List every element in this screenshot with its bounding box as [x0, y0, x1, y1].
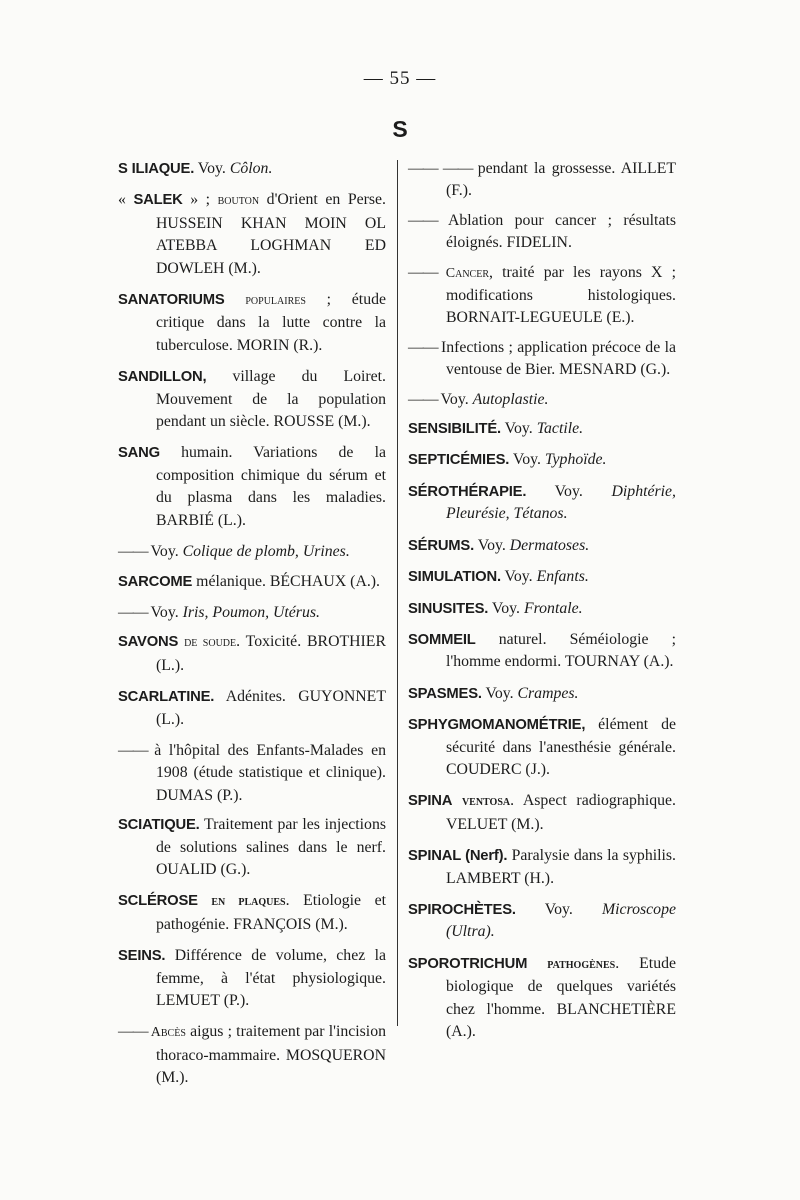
entry-text: de soude — [184, 635, 237, 651]
entry-text: » ; — [182, 191, 218, 209]
entry-text: . Etude biologique de quelques variétés chez l'homme. BLANCHETIÈRE (A.). — [446, 954, 677, 1040]
entry-text: Voy. — [488, 599, 524, 617]
entry-text: —— — [408, 390, 441, 408]
index-entry — [118, 366, 386, 433]
entry-text: —— —— — [408, 160, 478, 177]
entry-text: pathogènes — [547, 956, 616, 972]
entry-text: Cancer — [445, 265, 489, 281]
entry-text: en plaques — [211, 894, 286, 910]
entry-text: Tactile. — [536, 420, 584, 438]
entry-headword: SENSIBILITÉ. — [408, 421, 501, 438]
index-entry — [408, 337, 676, 382]
entry-text: Voy. — [481, 684, 518, 702]
entry-text: bouton — [217, 193, 260, 209]
index-entry — [118, 631, 386, 677]
index-entry — [408, 953, 676, 1044]
index-entry — [118, 890, 386, 936]
entry-text: Enfants. — [536, 568, 589, 586]
entry-text: Colique de plomb, Urines. — [182, 543, 350, 561]
entry-headword: SPOROTRICHUM — [408, 955, 528, 972]
index-entry — [118, 571, 386, 593]
entry-text: populaires — [245, 293, 306, 309]
entry-text: ; étude critique dans la lutte contre la tuberculose. MORIN (R.). — [156, 291, 387, 354]
entry-text: Voy. — [150, 543, 183, 561]
entry-text: —— — [118, 543, 151, 561]
entry-text: Autoplastie. — [472, 390, 549, 408]
entry-headword: SPIROCHÈTES. — [408, 901, 516, 918]
entry-text: Voy. — [500, 420, 537, 438]
index-entry — [408, 629, 676, 674]
index-entry — [408, 899, 676, 944]
entry-text: Côlon. — [229, 160, 273, 177]
entry-text: Infections ; application précoce de la ventouse de Bier. MESNARD (G.). — [440, 338, 676, 379]
index-entry — [408, 389, 676, 411]
index-entry — [118, 541, 386, 563]
entry-text: Voy. — [474, 536, 510, 554]
index-entry — [408, 262, 676, 330]
entry-text: Dermatoses. — [509, 536, 590, 554]
entry-headword: SIMULATION. — [408, 569, 501, 586]
index-entry — [408, 449, 676, 471]
entry-text: d'Orient en Perse. HUSSEIN KHAN MOIN OL ATEBBA LOGHMAN ED DOWLEH (M.). — [156, 191, 386, 277]
entry-text: Voy. — [526, 482, 612, 500]
entry-text: aigus ; traitement par l'incision thoraco-mammaire. MOSQUERON (M.). — [156, 1023, 386, 1087]
index-entry — [408, 683, 676, 705]
entry-text: mélanique. BÉCHAUX (A.). — [192, 572, 381, 590]
entry-text — [527, 955, 547, 972]
entry-headword: SANG — [118, 445, 160, 462]
index-entry — [408, 481, 676, 526]
entry-text: Diphtérie, Pleurésie, Tétanos. — [446, 482, 676, 523]
entry-text: Iris, Poumon, Utérus. — [182, 603, 320, 621]
entry-text: ventosa — [461, 794, 511, 810]
entry-headword: SALEK — [133, 192, 183, 209]
entry-text: Typhoïde. — [544, 451, 607, 469]
index-entry — [408, 598, 676, 620]
entry-text: humain. Variations de la composition chimique du sérum et du plasma dans les maladies. BARBIÉ (L.). — [156, 444, 386, 529]
entry-headword: SOMMEIL — [408, 631, 476, 648]
page-number: — 55 — — [363, 68, 437, 89]
entry-text: —— — [408, 263, 446, 281]
index-entry — [118, 289, 386, 357]
entry-headword: SEINS. — [118, 948, 166, 965]
entry-headword: SANDILLON, — [118, 369, 207, 386]
index-entry — [118, 686, 386, 731]
section-letter: S — [392, 116, 408, 142]
entry-text: Voy. — [150, 603, 183, 621]
entry-text: naturel. Séméiologie ; l'homme endormi. TOURNAY (A.). — [446, 630, 676, 671]
index-entry — [118, 158, 386, 180]
index-entry — [118, 1021, 386, 1089]
entry-text: Paralysie dans la syphilis. LAMBERT (H.). — [446, 847, 676, 887]
index-entry — [408, 535, 676, 557]
index-entry — [408, 714, 676, 781]
index-entry — [408, 158, 676, 203]
index-entry — [408, 210, 676, 255]
entry-text: Crampes. — [517, 684, 579, 702]
entry-text — [452, 792, 462, 809]
index-entry — [118, 189, 386, 280]
entry-headword: SPINAL (Nerf). — [408, 848, 508, 865]
entry-text: Adénites. GUYONNET (L.). — [156, 688, 386, 728]
entry-text: Voy. — [515, 900, 602, 918]
index-entry — [118, 602, 386, 624]
entry-text: Voy. — [194, 160, 230, 177]
entry-text: Frontale. — [523, 599, 583, 617]
entry-text: —— — [118, 603, 151, 621]
entry-headword: SANATORIUMS — [118, 292, 225, 309]
index-entry — [408, 566, 676, 588]
entry-headword: SPASMES. — [408, 685, 482, 702]
index-entry — [408, 845, 676, 890]
entry-text: Abcès — [150, 1025, 186, 1041]
index-entry — [408, 418, 676, 440]
index-entry — [118, 945, 386, 1012]
entry-text: Différence de volume, chez la femme, à l'état physiologique. LEMUET (P.). — [156, 947, 386, 1009]
entry-text: —— — [408, 211, 448, 229]
entry-text: Ablation pour cancer ; résultats éloignés. FIDELIN. — [446, 211, 676, 252]
entry-text: Traitement par les injections de solutions salines dans le nerf. OUALID (G.). — [156, 816, 386, 878]
entry-headword: SINUSITES. — [408, 600, 489, 617]
entry-text: « — [118, 191, 134, 209]
entry-text: , traité par les rayons X ; modifications histologiques. BORNAIT-LEGUEULE (E.). — [446, 263, 676, 327]
entry-headword: SPINA — [408, 793, 453, 810]
entry-headword: SARCOME — [118, 573, 193, 590]
entry-headword: SCIATIQUE. — [118, 817, 200, 834]
entry-text: —— — [408, 338, 441, 356]
entry-headword: SÉRUMS. — [408, 537, 475, 554]
column-divider — [397, 160, 398, 1026]
entry-headword: SAVONS — [118, 634, 179, 651]
entry-text: Voy. — [440, 390, 473, 408]
index-entry — [118, 814, 386, 881]
entry-text: à l'hôpital des Enfants-Malades en 1908 (étude statistique et clinique). DUMAS (P.). — [154, 741, 386, 804]
index-entry — [408, 790, 676, 836]
entry-text: pendant la grossesse. AILLET (F.). — [446, 160, 676, 200]
entry-text: —— — [118, 741, 155, 759]
entry-text — [225, 291, 246, 308]
entry-headword: SÉROTHÉRAPIE. — [408, 483, 527, 500]
entry-headword: S ILIAQUE. — [118, 161, 195, 177]
entry-text: Microscope (Ultra). — [446, 900, 676, 941]
entry-headword: SCLÉROSE — [118, 893, 198, 910]
entry-headword: SCARLATINE. — [118, 689, 215, 706]
entry-headword: SPHYGMOMANOMÉTRIE, — [408, 717, 586, 734]
index-entry — [118, 442, 386, 532]
entry-headword: SEPTICÉMIES. — [408, 452, 510, 469]
entry-text: . Toxicité. BROTHIER (L.). — [156, 633, 386, 674]
entry-text: village du Loiret. Mouvement de la population pendant un siècle. ROUSSE (M.). — [156, 368, 386, 431]
entry-text: . Etiologie et pathogénie. FRANÇOIS (M.). — [156, 892, 386, 933]
entry-text: Voy. — [500, 568, 537, 586]
left-column — [118, 158, 386, 1097]
entry-text: . Aspect radiographique. VELUET (M.). — [446, 792, 677, 833]
index-entry — [118, 740, 386, 807]
entry-text: élément de sécurité dans l'anesthésie générale. COUDERC (J.). — [446, 716, 676, 778]
entry-text: —— — [118, 1023, 151, 1041]
entry-text: Voy. — [509, 451, 545, 469]
right-column — [408, 158, 676, 1052]
entry-text — [198, 892, 212, 909]
